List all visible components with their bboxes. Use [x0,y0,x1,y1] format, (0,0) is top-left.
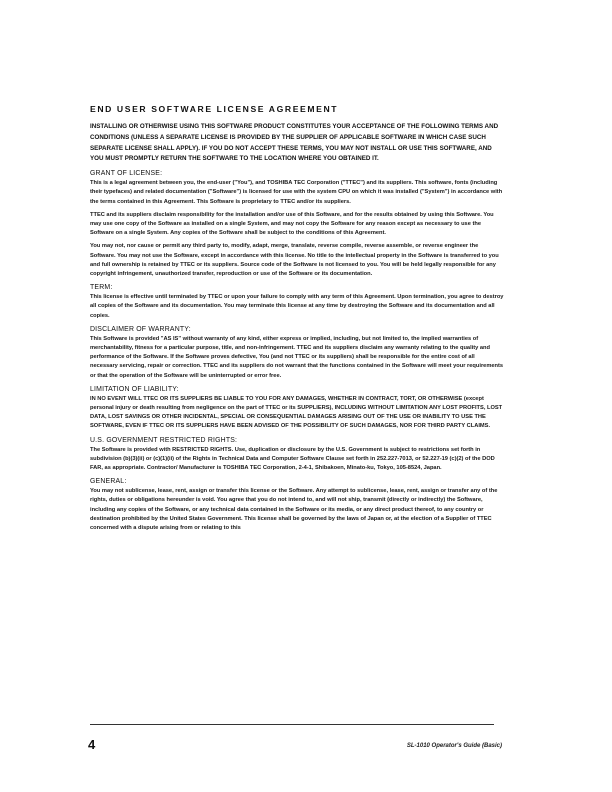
liability-paragraph: IN NO EVENT WILL TTEC OR ITS SUPPLIERS BE LIABLE TO YOU FOR ANY DAMAGES, WHETHER IN CONTRACT, TORT, OR OTHERWISE (except personal injury or death resulting from negligence on the part of TTEC or its SUPPLIERS), INCLUDING WITHOUT LIMITATION ANY LOST PROFITS, LOST DATA, LOST SAVINGS OR OTHER INCIDENTAL, SPECIAL OR CONSEQUENTIAL DAMAGES ARISING OUT OF THE USE OR INABILITY TO USE THE SOFTWARE, EVEN IF TTEC OR ITS SUPPLIERS HAVE BEEN ADVISED OF THE POSSIBILITY OF SUCH DAMAGES, NOR FOR THIRD PARTY CLAIMS. [90,395,503,430]
grant-heading: GRANT OF LICENSE: [90,170,163,178]
general-paragraph: You may not sublicense, lease, rent, assign or transfer this license or the Software. Any attempt to sublicense, lease, rent, assign or transfer any of the rights, duties or obligations hereunder is void. You agree that you do not intend to, and will not ship, transmit (directly or indirectly) the Software, including any copies of the Software, or any technical data contained in the Software or its media, or any direct product thereof, to any country or destination prohibited by the United States Government. This license shall be governed by the laws of Japan or, at the election of a Supplier of TTEC concerned with a dispute arising from or relating to this [90,488,498,532]
footer-divider [90,724,494,725]
intro-paragraph: INSTALLING OR OTHERWISE USING THIS SOFTWARE PRODUCT CONSTITUTES YOUR ACCEPTANCE OF THE FOLLOWING TERMS AND CONDITIONS (UNLESS A SEPARATE LICENSE IS PROVIDED BY THE SUPPLIER OF APPLICABLE SOFTWARE IN WHICH CASE SUCH SEPARATE LICENSE SHALL APPLY). IF YOU DO NOT ACCEPT THESE TERMS, YOU MAY NOT INSTALL OR USE THIS SOFTWARE, AND YOU MUST PROMPTLY RETURN THE SOFTWARE TO THE LOCATION WHERE YOU OBTAINED IT. [90,123,499,163]
term-heading: TERM: [90,284,113,292]
grant-paragraph-3: You may not, nor cause or permit any third party to, modify, adapt, merge, translate, reverse compile, reverse assemble, or reverse engineer the Software. You may not use the Software, except in accordance with this license. No title to the intellectual property in the Software is transferred to you and full ownership is retained by TTEC or its suppliers. Source code of the Software is not licensed to you. You will be held legally responsible for any copyright infringement, unauthorized transfer, reproduction or use of the Software or its documentation. [90,243,499,278]
term-paragraph: This license is effective until terminated by TTEC or upon your failure to comply with any term of this Agreement. Upon termination, you agree to destroy all copies of the Software and its documentation. You may terminate this license at any time by destroying the Software and its documentation and all copies. [90,294,504,319]
liability-heading: LIMITATION OF LIABILITY: [90,385,179,393]
license-agreement [90,104,504,537]
running-footer-title: SL-1010 Operator's Guide (Basic) [406,743,502,749]
page-number: 4 [88,737,96,752]
general-heading: GENERAL: [90,478,127,486]
grant-paragraph-2: TTEC and its suppliers disclaim responsibility for the installation and/or use of this Software, and for the results obtained by using this Software. You may use one copy of the Software as installed on a single System, and may not copy the Software for any reason except as necessary to use the Software on a single System. Any copies of the Software shall be subject to the conditions of this Agreement. [90,211,494,237]
disclaimer-heading: DISCLAIMER OF WARRANTY: [90,325,191,333]
grant-paragraph-1: This is a legal agreement between you, the end-user ("You"), and TOSHIBA TEC Corporation ("TTEC") and its suppliers. This software, fonts (including their typefaces) and related documentation ("Software") is licensed for use with the system CPU on which it was installed ("System") in accordance with the terms contained in this Agreement. This Software is proprietary to TTEC and/or its suppliers. [90,180,503,205]
government-heading: U.S. GOVERNMENT RESTRICTED RIGHTS: [90,436,238,444]
disclaimer-paragraph: This Software is provided "AS IS" without warranty of any kind, either express or implied, including, but not limited to, the implied warranties of merchantability, fitness for a particular purpose, title, and non-infringement. TTEC and its suppliers disclaim any warranty relating to the quality and performance of the Software. If the Software proves defective, You (and not TTEC or its suppliers) shall be responsible for the entire cost of all necessary servicing, repair or correction. TTEC and its suppliers do not warrant that the functions contained in the Software will meet your requirements or that the operation of the Software will be uninterrupted or error free. [90,335,504,379]
government-paragraph: The Software is provided with RESTRICTED RIGHTS. Use, duplication or disclosure by the U.S. Government is subject to restrictions set forth in subdivision (b)(3)(ii) or (c)(1)(ii) of the Rights in Technical Data and Computer Software Clause set forth in 252.227-7013, or 52.227-19 (c)(2) of the DOD FAR, as appropriate. Contractor/ Manufacturer is TOSHIBA TEC Corporation, 2-4-1, Shibakoen, Minato-ku, Tokyo, 105-8524, Japan. [90,446,495,472]
document-title: END USER SOFTWARE LICENSE AGREEMENT [90,104,339,114]
